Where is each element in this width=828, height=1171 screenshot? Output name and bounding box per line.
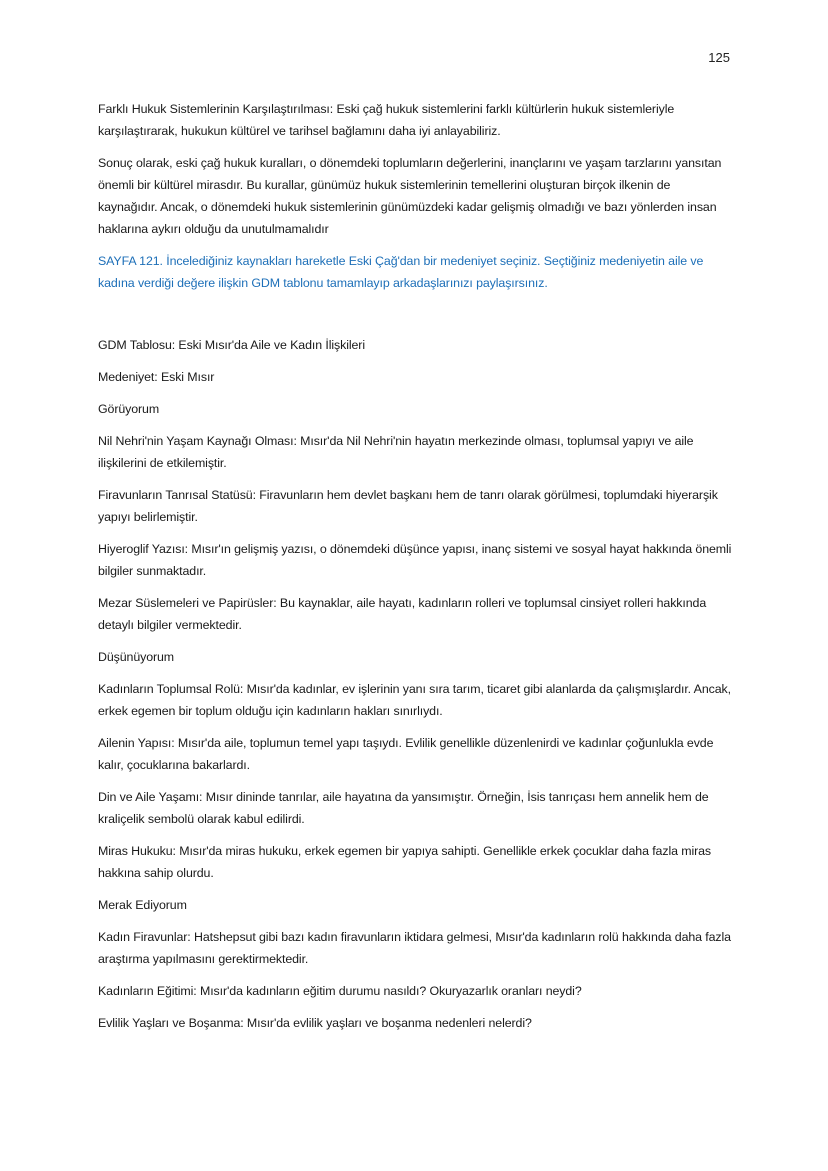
heading-think: Düşünüyorum <box>98 650 175 664</box>
civilization-label: Medeniyet: Eski Mısır <box>98 370 215 384</box>
intro-paragraph-conclusion: Sonuç olarak, eski çağ hukuk kuralları, o dönemdeki toplumların değerlerini, inançlarını ve yaşam tarzlarını yansıtan önemli bir kültürel mirasdır. Bu kurallar, günümüz hukuk sistemlerinin temellerini oluşturan birçok ilkenin de kaynağıdır. Ancak, o dönemdeki hukuk sistemlerinin günümüzdeki kadar gelişmiş olmadığı ve bazı yönlerden insan haklarına aykırı olduğu da unutulmamalıdır <box>98 156 722 236</box>
section-spacer <box>98 304 732 334</box>
see-item: Mezar Süslemeleri ve Papirüsler: Bu kaynaklar, aile hayatı, kadınların rolleri ve toplumsal cinsiyet rolleri hakkında detaylı bilgiler vermektedir. <box>98 596 707 632</box>
gdm-table-title: GDM Tablosu: Eski Mısır'da Aile ve Kadın İlişkileri <box>98 338 365 352</box>
wonder-item: Kadın Firavunlar: Hatshepsut gibi bazı kadın firavunların iktidara gelmesi, Mısır'da kadınların rolü hakkında daha fazla araştırma yapılmasını gerektirmektedir. <box>98 930 731 966</box>
see-item: Nil Nehri'nin Yaşam Kaynağı Olması: Mısır'da Nil Nehri'nin hayatın merkezinde olması, toplumsal yapıyı ve aile ilişkilerini de etkilemiştir. <box>98 434 694 470</box>
think-item: Miras Hukuku: Mısır'da miras hukuku, erkek egemen bir yapıya sahipti. Genellikle erkek çocuklar daha fazla miras hakkına sahip olurdu. <box>98 844 712 880</box>
think-item: Kadınların Toplumsal Rolü: Mısır'da kadınlar, ev işlerinin yanı sıra tarım, ticaret gibi alanlarda da çalışmışlardır. Ancak, erkek egemen bir toplum olduğu için kadınların hakları sınırlıydı. <box>98 682 731 718</box>
see-item: Hiyeroglif Yazısı: Mısır'ın gelişmiş yazısı, o dönemdeki düşünce yapısı, inanç sistemi ve sosyal hayat hakkında önemli bilgiler sunmaktadır. <box>98 542 732 578</box>
see-item: Firavunların Tanrısal Statüsü: Firavunların hem devlet başkanı hem de tanrı olarak görülmesi, toplumdaki hiyerarşik yapıyı belirlemiştir. <box>98 488 718 524</box>
wonder-item: Evlilik Yaşları ve Boşanma: Mısır'da evlilik yaşları ve boşanma nedenleri nelerdi? <box>98 1016 532 1030</box>
document-body <box>98 98 732 1044</box>
wonder-item: Kadınların Eğitimi: Mısır'da kadınların eğitim durumu nasıldı? Okuryazarlık oranları neydi? <box>98 984 582 998</box>
task-instruction: SAYFA 121. İncelediğiniz kaynakları hareketle Eski Çağ'dan bir medeniyet seçiniz. Seçtiğiniz medeniyetin aile ve kadına verdiği değere ilişkin GDM tablonu tamamlayıp arkadaşlarınızı paylaşırsınız. <box>98 254 704 290</box>
think-item: Din ve Aile Yaşamı: Mısır dininde tanrılar, aile hayatına da yansımıştır. Örneğin, İsis tanrıçası hem annelik hem de kraliçelik sembolü olarak kabul edilirdi. <box>98 790 709 826</box>
heading-wonder: Merak Ediyorum <box>98 898 187 912</box>
think-item: Ailenin Yapısı: Mısır'da aile, toplumun temel yapı taşıydı. Evlilik genellikle düzenlenirdi ve kadınlar çoğunlukla evde kalır, çocuklarına bakarlardı. <box>98 736 714 772</box>
heading-see: Görüyorum <box>98 402 160 416</box>
page-number: 125 <box>708 50 730 65</box>
intro-paragraph-comparison: Farklı Hukuk Sistemlerinin Karşılaştırılması: Eski çağ hukuk sistemlerini farklı kültürlerin hukuk sistemleriyle karşılaştırarak, hukukun kültürel ve tarihsel bağlamını daha iyi anlayabiliriz. <box>98 102 675 138</box>
